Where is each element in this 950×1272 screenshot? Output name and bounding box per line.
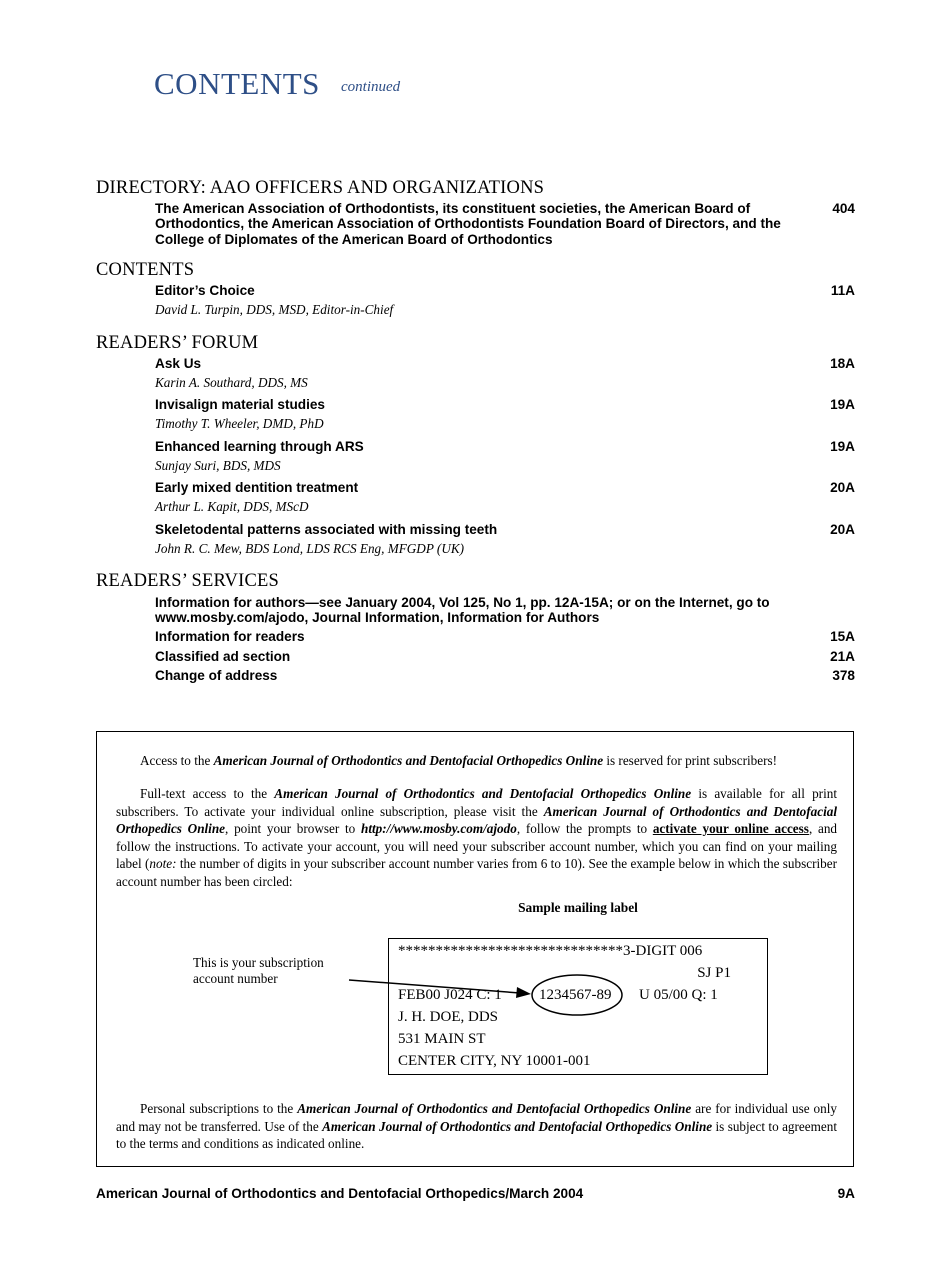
toc-entry-page: 18A bbox=[830, 356, 855, 371]
toc-entry-page: 15A bbox=[830, 629, 855, 644]
toc-entry-title[interactable]: Early mixed dentition treatment bbox=[155, 480, 359, 495]
notice-paragraph-access: Access to the American Journal of Orthodontics and Dentofacial Orthopedics Online is reserved for print subscribers! bbox=[140, 753, 777, 768]
footer-page-number: 9A bbox=[837, 1186, 855, 1201]
toc-entry-title[interactable]: Information for authors—see January 2004, Vol 125, No 1, pp. 12A-15A; or on the Internet, go to www.mosby.com/ajodo, Journal Information, Information for Authors bbox=[155, 595, 770, 626]
toc-entry-title[interactable]: Change of address bbox=[155, 668, 278, 683]
toc-entry-title[interactable]: Classified ad section bbox=[155, 649, 291, 664]
page-title: CONTENTS bbox=[154, 66, 320, 101]
toc-entry-title[interactable]: Ask Us bbox=[155, 356, 202, 371]
section-heading-readers-services: READERS’ SERVICES bbox=[96, 571, 279, 591]
toc-entry-page: 19A bbox=[830, 439, 855, 454]
toc-entry-page: 21A bbox=[830, 649, 855, 664]
toc-entry-title[interactable]: Skeletodental patterns associated with missing teeth bbox=[155, 522, 498, 537]
label-line-5: 531 MAIN ST bbox=[398, 1031, 486, 1047]
label-line-4: J. H. DOE, DDS bbox=[398, 1009, 499, 1025]
label-line-1: ******************************3-DIGIT 006 bbox=[398, 943, 703, 959]
toc-entry-author: Arthur L. Kapit, DDS, MScD bbox=[155, 499, 309, 514]
page-subtitle: continued bbox=[341, 79, 401, 95]
footer-journal-title: American Journal of Orthodontics and Dentofacial Orthopedics/March 2004 bbox=[96, 1186, 584, 1201]
notice-paragraph-personal: Personal subscriptions to the American Journal of Orthodontics and Dentofacial Orthopedics Online are for individual use only and may not be transferred. Use of the American Journal of Orthodontics and Dentofacial Orthopedics Online is subject to agreement to the terms and conditions as indicated online. bbox=[116, 1101, 837, 1151]
toc-entry-page: 11A bbox=[830, 283, 855, 298]
activate-online-access-link[interactable]: activate your online access bbox=[652, 821, 809, 836]
callout-arrowhead bbox=[516, 987, 531, 998]
account-number-callout: This is your subscription account number bbox=[193, 955, 324, 986]
toc-entry-title[interactable]: Information for readers bbox=[155, 629, 305, 644]
label-line-6: CENTER CITY, NY 10001-001 bbox=[398, 1053, 591, 1069]
toc-entry-author: Karin A. Southard, DDS, MS bbox=[155, 375, 308, 390]
toc-entry-title[interactable]: The American Association of Orthodontists, its constituent societies, the American Board of Orthodontics, the American Association of Orthodontists Foundation Board of Directors, and the College of Diplomates of the American Board of Orthodontics bbox=[155, 201, 781, 247]
toc-entry-page: 378 bbox=[832, 668, 855, 683]
toc-entry-author: David L. Turpin, DDS, MSD, Editor-in-Chief bbox=[155, 302, 394, 317]
notice-paragraph-fulltext: Full-text access to the American Journal of Orthodontics and Dentofacial Orthopedics Online is available for all print subscribers. To activate your individual online subscription, please visit the American Journal of Orthodontics and Dentofacial Orthopedics Online, point your browser to http://www.mosby.com/ajodo, follow the prompts to activate your online access, and follow the instructions. To activate your account, you will need your subscriber account number, which you can find on your mailing label (note: the number of digits in your subscriber account number varies from 6 to 10). See the example below in which the subscriber account number has been circled: bbox=[116, 786, 838, 889]
callout-arrow-line bbox=[349, 980, 520, 993]
section-heading-readers-forum: READERS’ FORUM bbox=[96, 333, 259, 353]
toc-entry-author: John R. C. Mew, BDS Lond, LDS RCS Eng, MFGDP (UK) bbox=[155, 541, 465, 556]
toc-entry-title[interactable]: Invisalign material studies bbox=[155, 397, 325, 412]
toc-entry-author: Timothy T. Wheeler, DMD, PhD bbox=[155, 416, 324, 431]
section-heading-contents: CONTENTS bbox=[96, 260, 195, 280]
toc-entry-author: Sunjay Suri, BDS, MDS bbox=[155, 458, 281, 473]
ajodo-url-link[interactable]: http://www.mosby.com/ajodo bbox=[361, 821, 517, 836]
label-line-3-suffix: U 05/00 Q: 1 bbox=[639, 987, 718, 1003]
label-line-3-prefix: FEB00 J024 C: 1 bbox=[398, 987, 502, 1003]
toc-entry-page: 19A bbox=[830, 397, 855, 412]
toc-entry-title[interactable]: Editor’s Choice bbox=[155, 283, 255, 298]
toc-entry-page: 404 bbox=[832, 201, 855, 216]
section-heading-directory: DIRECTORY: AAO OFFICERS AND ORGANIZATIONS bbox=[96, 178, 545, 198]
toc-entry-title[interactable]: Enhanced learning through ARS bbox=[155, 439, 364, 454]
label-line-2: SJ P1 bbox=[697, 965, 731, 981]
account-number-circle bbox=[532, 975, 622, 1015]
sample-label-title: Sample mailing label bbox=[518, 900, 638, 915]
label-account-number: 1234567-89 bbox=[539, 987, 612, 1003]
toc-entry-page: 20A bbox=[830, 480, 855, 495]
toc-entry-page: 20A bbox=[830, 522, 855, 537]
